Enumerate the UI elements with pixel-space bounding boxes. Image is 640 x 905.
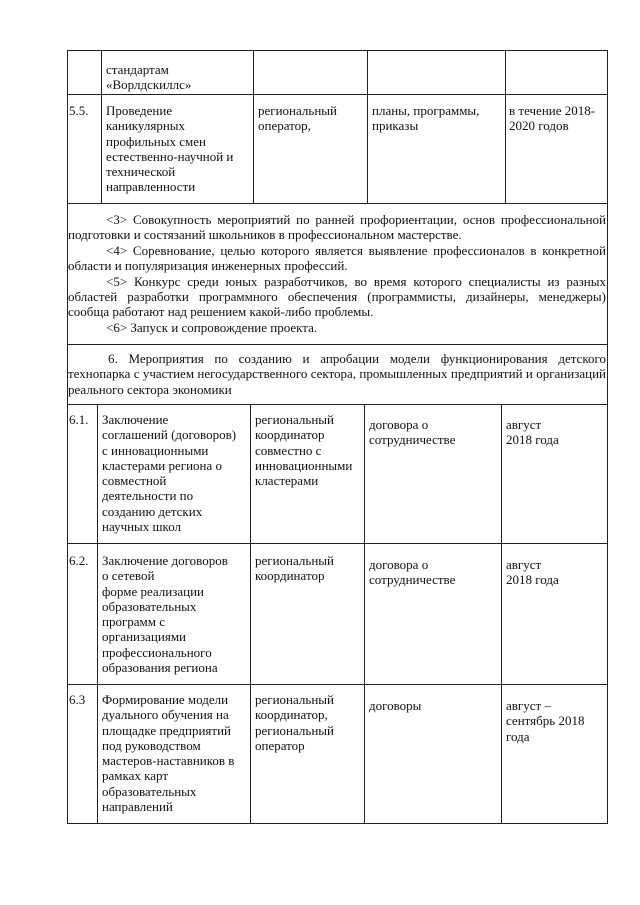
table-border-line bbox=[101, 50, 102, 204]
footnote-5: <5> Конкурс среди юных разработчиков, во время которого специалисты из разных областей разработки программного обеспечения (программисты, дизайнеры, менеджеры) сообща работают над решением какой-либо проблемы. bbox=[68, 273, 606, 320]
row-result-cell: договора о сотрудничестве bbox=[369, 417, 456, 448]
row-responsible-cell: региональный координатор совместно с инновационными кластерами bbox=[255, 412, 353, 489]
table-border-line bbox=[501, 404, 502, 824]
table-border-line bbox=[97, 404, 98, 824]
row-name-cell: Формирование модели дуального обучения на площадке предприятий под руководством мастеров-наставников в рамках карт образовательных направлений bbox=[102, 692, 235, 815]
row-5-5-responsible-cell: региональный оператор, bbox=[258, 103, 337, 134]
table-border-line bbox=[67, 50, 68, 204]
row-result-cell: договоры bbox=[369, 698, 422, 713]
table-border-line bbox=[67, 203, 68, 823]
footnote-4: <4> Соревнование, целью которого является выявление профессионалов в конкретной области и популяризация инженерных профессий. bbox=[68, 242, 606, 274]
row-name-cell: Заключение договоров о сетевой форме реализации образовательных программ с организациями профессионального образования региона bbox=[102, 553, 228, 676]
table-border-line bbox=[67, 823, 608, 824]
table-border-line bbox=[67, 404, 608, 405]
row-name-cell: Заключение соглашений (договоров) с инновационными кластерами региона о совместной деятельности по созданию детских научных школ bbox=[102, 412, 237, 535]
footnote-6: <6> Запуск и сопровождение проекта. bbox=[106, 319, 318, 335]
table-border-line bbox=[364, 404, 365, 824]
footnotes-block bbox=[68, 212, 606, 335]
row-5-5-number: 5.5. bbox=[69, 103, 89, 118]
table-border-line bbox=[67, 203, 608, 204]
row-deadline-cell: август – сентябрь 2018 года bbox=[506, 698, 585, 744]
row-deadline-cell: август 2018 года bbox=[506, 417, 559, 448]
table-border-line bbox=[250, 404, 251, 824]
row-5-4-name-cell: стандартам «Ворлдскиллс» bbox=[106, 62, 192, 93]
table-border-line bbox=[607, 203, 608, 823]
row-5-5-result-cell: планы, программы, приказы bbox=[372, 103, 480, 134]
row-5-5-name-cell: Проведение каникулярных профильных смен естественно-научной и технической направленности bbox=[106, 103, 234, 195]
row-responsible-cell: региональный координатор bbox=[255, 553, 334, 584]
footnote-3: <3> Совокупность мероприятий по ранней профориентации, основ профессиональной подготовки и состязаний школьников в профессиональном мастерстве. bbox=[68, 212, 606, 243]
table-border-line bbox=[67, 344, 608, 345]
table-border-line bbox=[367, 50, 368, 204]
table-border-line bbox=[67, 543, 608, 544]
table-border-line bbox=[67, 684, 608, 685]
table-border-line bbox=[67, 94, 608, 95]
section-6-title: 6. Мероприятия по созданию и апробации модели функционирования детского технопарка с участием негосударственного сектора, промышленных предприятий и организаций реального сектора экономики bbox=[68, 351, 606, 397]
table-border-line bbox=[67, 50, 608, 51]
row-responsible-cell: региональный координатор, региональный оператор bbox=[255, 692, 334, 753]
row-number: 6.1. bbox=[69, 412, 89, 427]
row-deadline-cell: август 2018 года bbox=[506, 557, 559, 588]
row-number: 6.2. bbox=[69, 553, 89, 568]
table-border-line bbox=[253, 50, 254, 204]
row-result-cell: договора о сотрудничестве bbox=[369, 557, 456, 588]
row-number: 6.3 bbox=[69, 692, 86, 707]
row-5-5-deadline-cell: в течение 2018- 2020 годов bbox=[509, 103, 596, 134]
